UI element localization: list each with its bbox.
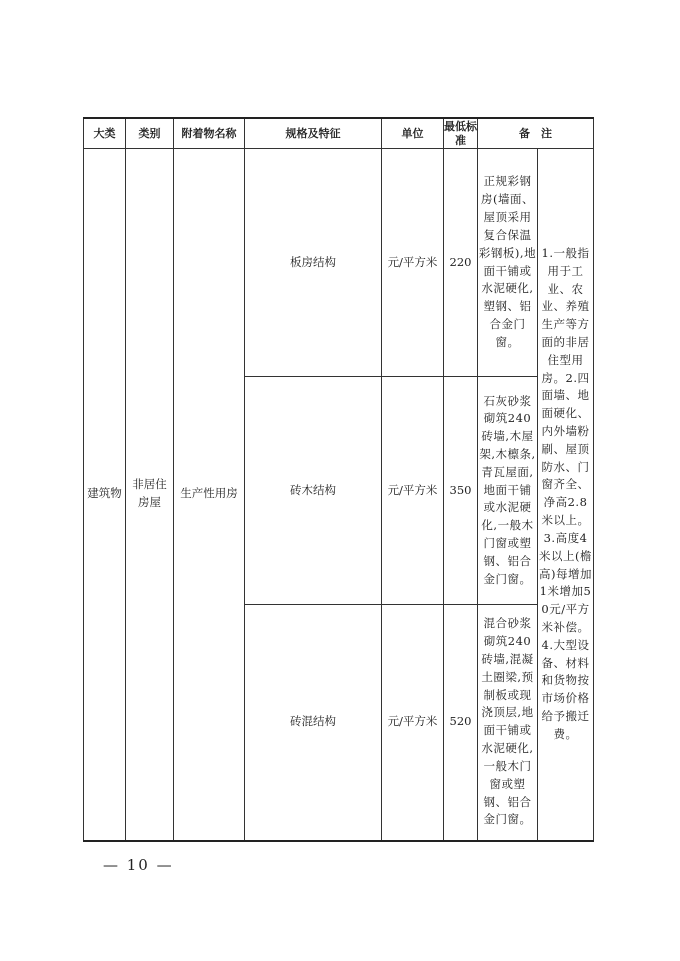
price-cell: 350 (444, 377, 478, 605)
spec-cell: 板房结构 (245, 149, 382, 377)
header-min-standard: 最低标准 (444, 118, 478, 149)
price-cell: 220 (444, 149, 478, 377)
page-number: — 10 — (103, 856, 174, 874)
spec-cell: 砖木结构 (245, 377, 382, 605)
header-attachment-name: 附着物名称 (174, 118, 245, 149)
table-row (84, 149, 594, 377)
feature-cell: 正规彩钢房(墙面、屋顶采用复合保温彩钢板),地面干铺或水泥硬化,塑钢、铝合金门窗。 (478, 149, 538, 377)
header-category: 大类 (84, 118, 126, 149)
general-note-cell: 1.一般指用于工业、农业、养殖生产等方面的非居住型用房。2.四面墙、地面硬化、内外墙粉刷、屋顶防水、门窗齐全、净高2.8米以上。3.高度4米以上(檐高)每增加1米增加50元/平方米补偿。4.大型设备、材料和货物按市场价格给予搬迁费。 (538, 149, 594, 841)
header-type: 类别 (126, 118, 174, 149)
unit-cell: 元/平方米 (382, 377, 444, 605)
spec-cell: 砖混结构 (245, 605, 382, 841)
unit-cell: 元/平方米 (382, 149, 444, 377)
price-cell: 520 (444, 605, 478, 841)
table-header-row (84, 118, 594, 149)
header-spec: 规格及特征 (245, 118, 382, 149)
category-cell: 建筑物 (84, 149, 126, 841)
unit-cell: 元/平方米 (382, 605, 444, 841)
header-unit: 单位 (382, 118, 444, 149)
attachment-name-cell: 生产性用房 (174, 149, 245, 841)
feature-cell: 石灰砂浆砌筑240砖墙,木屋架,木檩条,青瓦屋面,地面干铺或水泥硬化,一般木门窗或塑钢、铝合金门窗。 (478, 377, 538, 605)
header-remarks: 备 注 (478, 118, 594, 149)
type-cell: 非居住房屋 (126, 149, 174, 841)
compensation-table (83, 117, 594, 842)
feature-cell: 混合砂浆砌筑240砖墙,混凝土圈梁,预制板或现浇顶层,地面干铺或水泥硬化,一般木门窗或塑钢、铝合金门窗。 (478, 605, 538, 841)
